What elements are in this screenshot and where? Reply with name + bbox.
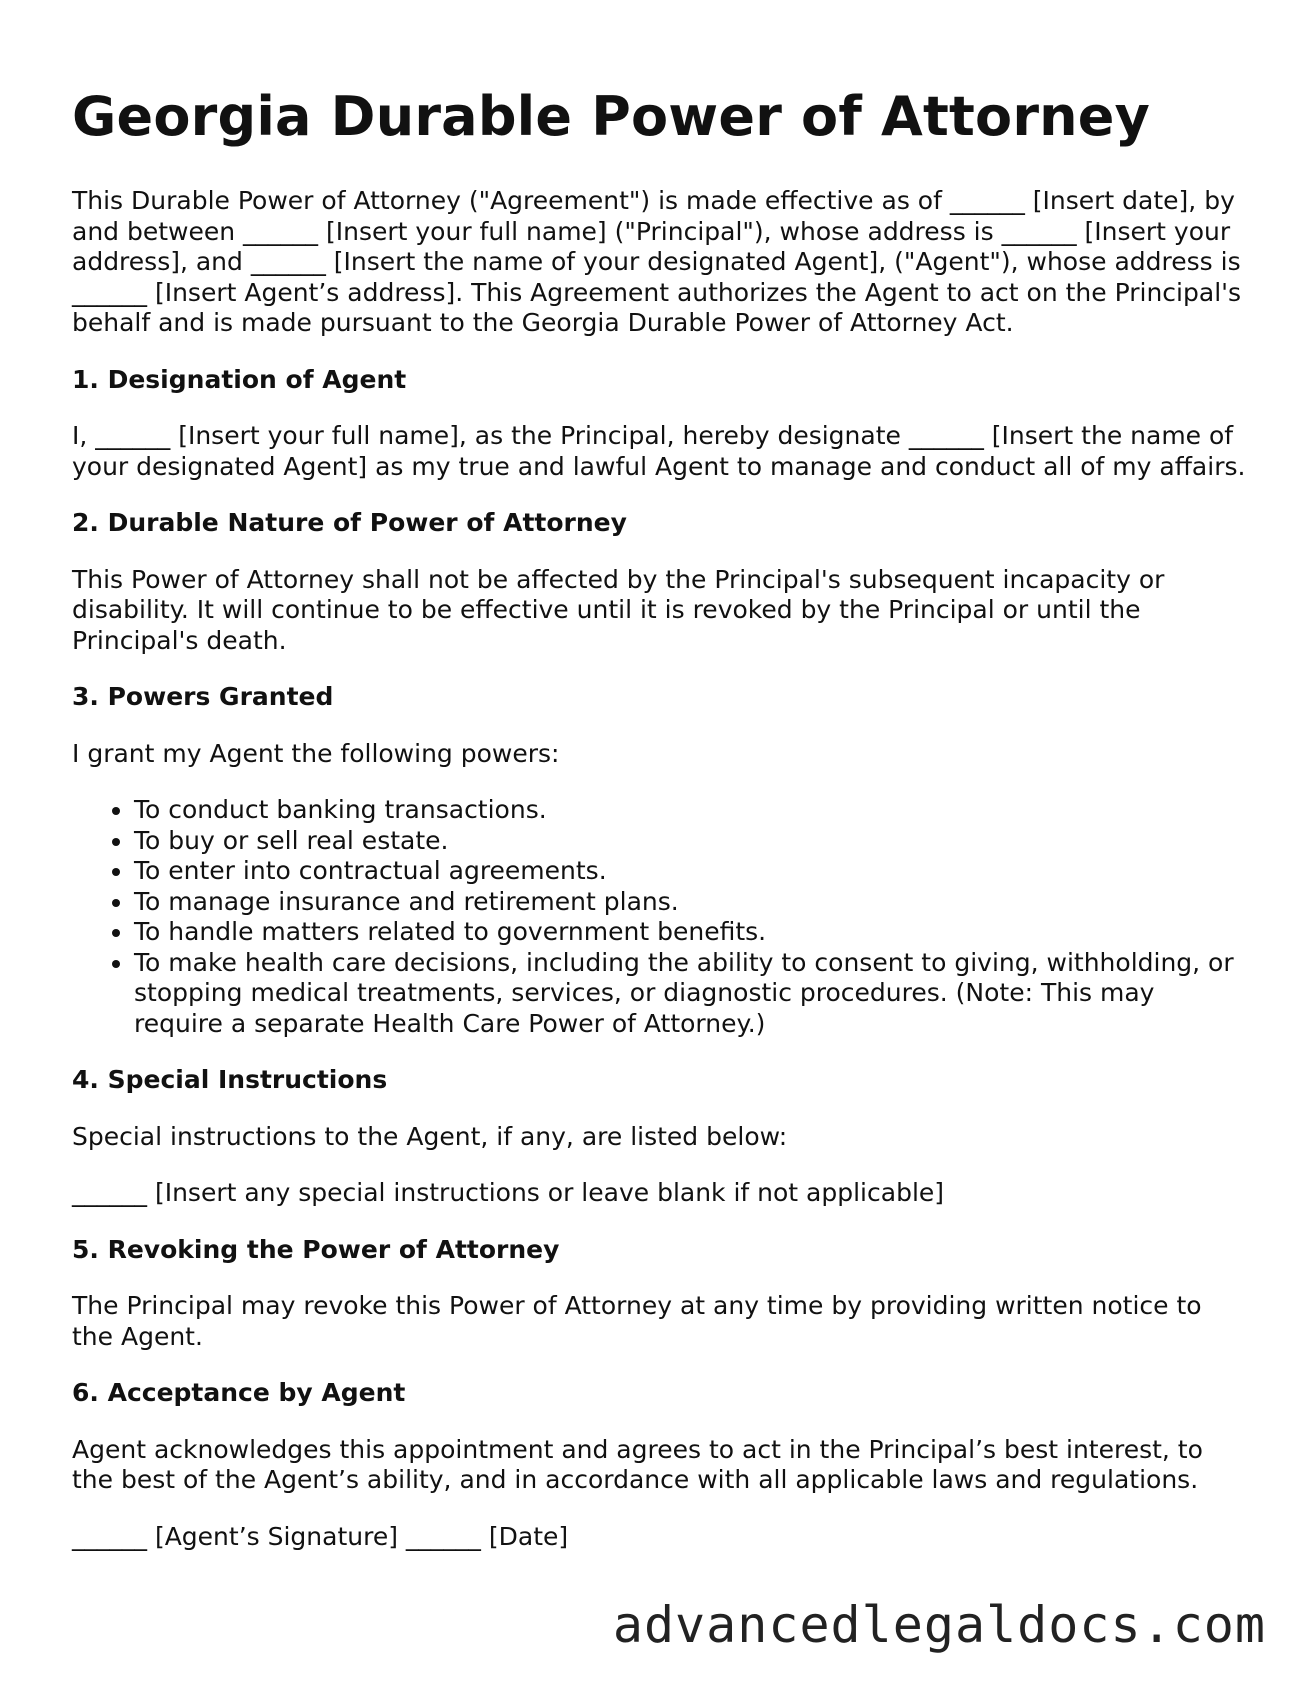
section-acceptance-by-agent: [72, 1378, 1247, 1552]
section-heading: 5. Revoking the Power of Attorney: [72, 1234, 560, 1264]
section-heading: 1. Designation of Agent: [72, 364, 407, 394]
special-instructions-blank: ______ [Insert any special instructions or leave blank if not applicable]: [72, 1178, 945, 1208]
list-item: • To enter into contractual agreements.: [134, 856, 1247, 887]
section-revoking: [72, 1235, 1247, 1353]
section-powers-granted: [72, 682, 1247, 1039]
watermark: advancedlegaldocs.com: [612, 1596, 1266, 1654]
section-paragraph: The Principal may revoke this Power of Attorney at any time by providing written notice to the Agent.: [72, 1291, 1202, 1351]
signature-line: ______ [Agent’s Signature] ______ [Date]: [72, 1521, 569, 1551]
document-title: Georgia Durable Power of Attorney: [72, 85, 1151, 148]
section-paragraph: I grant my Agent the following powers:: [72, 738, 560, 768]
document-page: [72, 86, 1247, 1578]
section-special-instructions: [72, 1065, 1247, 1209]
section-paragraph: Special instructions to the Agent, if any, are listed below:: [72, 1121, 788, 1151]
list-item: • To manage insurance and retirement plans.: [134, 887, 1247, 918]
section-designation-of-agent: [72, 365, 1247, 483]
section-heading: 2. Durable Nature of Power of Attorney: [72, 508, 627, 538]
section-durable-nature: [72, 508, 1247, 656]
list-item: • To conduct banking transactions.: [134, 795, 1247, 826]
section-paragraph: Agent acknowledges this appointment and agrees to act in the Principal’s best interest, to the best of the Agent’s ability, and in accordance with all applicable laws and regulations.: [72, 1434, 1203, 1495]
intro-paragraph: This Durable Power of Attorney ("Agreement") is made effective as of ______ [Insert date], by and between ______ [Insert your full name] ("Principal"), whose address is ______ [Insert your address], and ______ [Insert the name of your designated Agent], ("Agent"), whose address is ______ [Insert Agent’s address]. This Agreement authorizes the Agent to act on the Principal's behalf and is made pursuant to the Georgia Durable Power of Attorney Act.: [72, 186, 1242, 338]
section-paragraph: This Power of Attorney shall not be affected by the Principal's subsequent incapacity or disability. It will continue to be effective until it is revoked by the Principal or until the Principal's death.: [72, 564, 1165, 655]
powers-list: [72, 795, 1247, 1039]
section-heading: 6. Acceptance by Agent: [72, 1378, 406, 1408]
list-item: • To make health care decisions, including the ability to consent to giving, withholding, or stopping medical treatments, services, or diagnostic procedures. (Note: This may require a separate Health Care Power of Attorney.): [134, 948, 1247, 1040]
section-paragraph: I, ______ [Insert your full name], as the Principal, hereby designate ______ [Insert the name of your designated Agent] as my true and lawful Agent to manage and conduct all of my affairs.: [72, 421, 1246, 481]
list-item: • To buy or sell real estate.: [134, 826, 1247, 857]
section-heading: 3. Powers Granted: [72, 682, 334, 712]
section-heading: 4. Special Instructions: [72, 1065, 388, 1095]
list-item: • To handle matters related to government benefits.: [134, 917, 1247, 948]
